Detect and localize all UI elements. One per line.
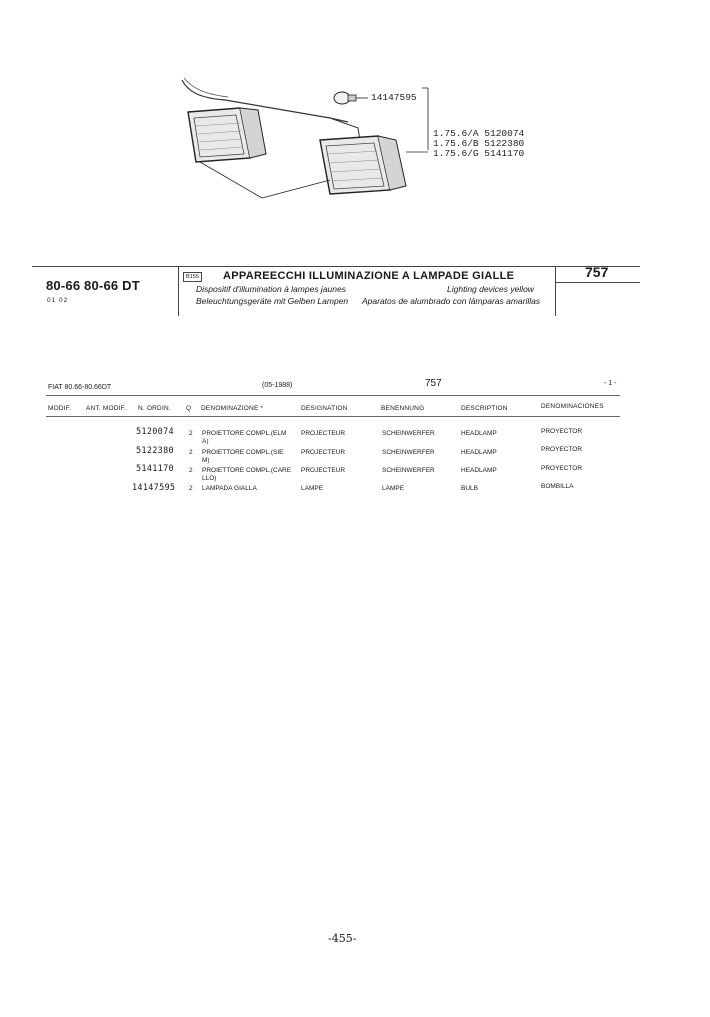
title-italian: APPAREECCHI ILLUMINAZIONE A LAMPADE GIALLE	[223, 270, 515, 282]
part-qty: 2	[189, 485, 193, 492]
table-page-mark: - 1 -	[604, 380, 617, 387]
part-code: 5141170	[136, 464, 174, 474]
model-name: 80-66 80-66 DT	[46, 278, 140, 293]
part-denominazione: LAMPADA GIALLA	[202, 485, 257, 492]
part-designation: PROJECTEUR	[301, 430, 346, 437]
table-model: FIAT 80.66-80.66DT	[48, 384, 112, 391]
title-english: Lighting devices yellow	[447, 284, 534, 294]
sheet-number: 757	[585, 264, 609, 280]
callout-bulb: 14147595	[371, 92, 417, 103]
part-description: HEADLAMP	[461, 467, 497, 474]
part-qty: 2	[189, 467, 193, 474]
callout-lamp-b: 1.75.6/B 5122380	[433, 138, 525, 149]
part-code: 14147595	[132, 483, 176, 493]
right-headlamp	[320, 136, 406, 194]
col-modif: MODIF.	[48, 405, 72, 412]
bulb-drawing	[334, 92, 356, 104]
part-designation: PROJECTEUR	[301, 467, 346, 474]
part-description: HEADLAMP	[461, 430, 497, 437]
col-benennung: BENENNUNG	[381, 405, 425, 412]
parts-illustration	[170, 70, 470, 210]
part-denominazione: PROIETTORE COMPL.(SIE	[202, 449, 284, 456]
callout-lamp-g: 1.75.6/G 5141170	[433, 148, 525, 159]
col-denominazione: DENOMINAZIONE *	[201, 405, 264, 412]
part-benennung: LAMPE	[382, 485, 405, 492]
part-benennung: SCHEINWERFER	[382, 430, 435, 437]
title-german: Beleuchtungsgeräte mit Gelben Lampen	[196, 296, 349, 306]
part-denominazione-cont: LLO)	[202, 475, 217, 482]
part-denominacion: PROYECTOR	[541, 428, 583, 435]
col-ant-modif: ANT. MODIF.	[86, 405, 127, 412]
part-denominacion: PROYECTOR	[541, 465, 583, 472]
group-code: B155	[183, 272, 202, 282]
part-description: HEADLAMP	[461, 449, 497, 456]
title-spanish: Aparatos de alumbrado con lámparas amarillas	[362, 296, 541, 306]
part-denominacion: PROYECTOR	[541, 446, 583, 453]
part-benennung: SCHEINWERFER	[382, 467, 435, 474]
table-sheet: 757	[425, 378, 442, 389]
table-date: (05-1988)	[262, 382, 293, 389]
col-description: DESCRIPTION	[461, 405, 508, 412]
part-qty: 2	[189, 449, 193, 456]
part-benennung: SCHEINWERFER	[382, 449, 435, 456]
part-qty: 2	[189, 430, 193, 437]
part-denominazione: PROIETTORE COMPL.(ELM	[202, 430, 287, 437]
title-french: Dispositif d'illumination à lampes jaunes	[196, 284, 346, 294]
col-q: Q	[186, 405, 192, 412]
part-denominazione: PROIETTORE COMPL.(CARE	[202, 467, 292, 474]
left-headlamp	[188, 108, 266, 162]
col-n-ordin: N. ORDIN.	[138, 405, 171, 412]
part-code: 5122380	[136, 446, 174, 456]
part-denominazione-cont: A)	[202, 438, 209, 445]
callout-lamp-a: 1.75.6/A 5120074	[433, 128, 525, 139]
part-designation: LAMPE	[301, 485, 324, 492]
model-code: 01 02	[47, 297, 69, 304]
part-denominazione-cont: M)	[202, 457, 210, 464]
part-designation: PROJECTEUR	[301, 449, 346, 456]
col-denominaciones: DENOMINACIONES	[541, 403, 604, 410]
part-description: BULB	[461, 485, 478, 492]
headlamp-drawing	[170, 70, 470, 210]
page-number: -455-	[328, 932, 357, 945]
part-denominacion: BOMBILLA	[541, 483, 574, 490]
col-designation: DESIGNATION	[301, 405, 348, 412]
part-code: 5120074	[136, 427, 174, 437]
